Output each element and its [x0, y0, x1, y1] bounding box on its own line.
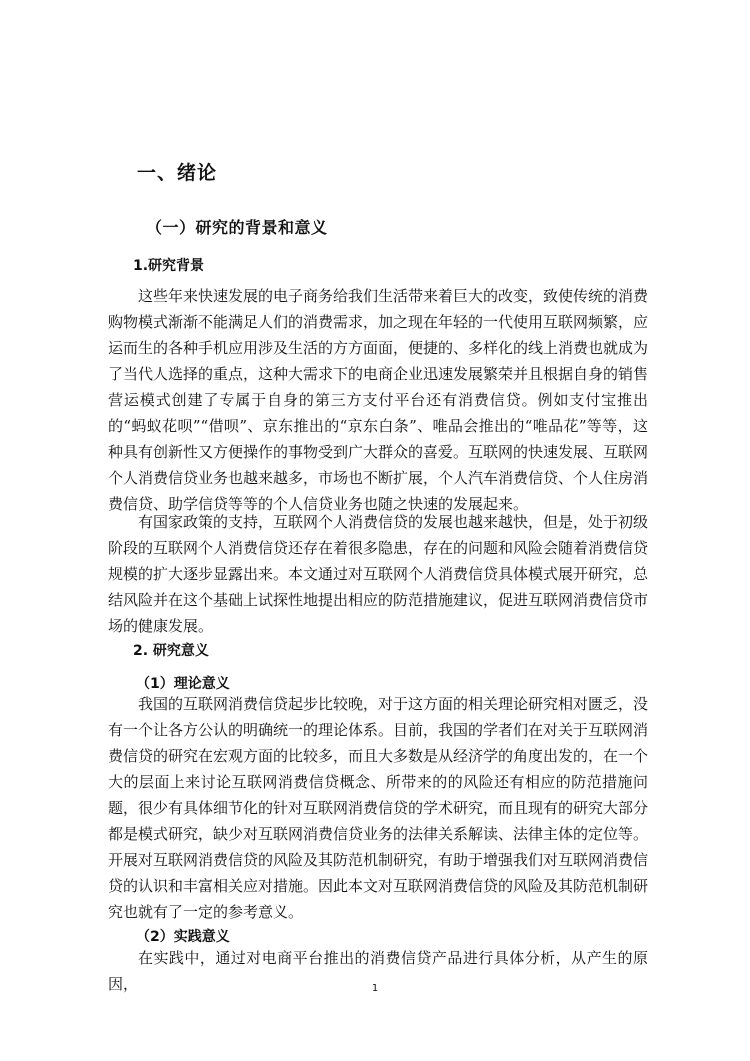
- background-paragraph-1: 这些年来快速发展的电子商务给我们生活带来着巨大的改变，致使传统的消费购物模式渐渐不能满足人们的消费需求，加之现在年轻的一代使用互联网频繁，应运而生的各种手机应用涉及生活的方方面面，便捷的、多样化的线上消费也就成为了当代人选择的重点，这种大需求下的电商企业迅速发展繁荣并且根据自身的销售营运模式创建了专属于自身的第三方支付平台还有消费信贷。例如支付宝推出的“蚂蚁花呗”“借呗”、京东推出的“京东白条”、唯品会推出的“唯品花”等等，这种具有创新性又方便操作的事物受到广大群众的喜爱。互联网的快速发展、互联网个人消费信贷业务也越来越多，市场也不断扩展，个人汽车消费信贷、个人住房消费信贷、助学信贷等等的个人信贷业务也随之快速的发展起来。: [108, 287, 649, 513]
- chapter-heading: 一、绪论: [137, 162, 218, 184]
- practice-significance-paragraph: 在实践中，通过对电商平台推出的消费信贷产品进行具体分析，从产生的原因，: [108, 949, 648, 993]
- page-number: 1: [371, 983, 379, 994]
- theory-significance-heading: （1）理论意义: [136, 676, 230, 692]
- practice-significance-heading: （2）实践意义: [136, 929, 230, 945]
- background-paragraph-2: 有国家政策的支持，互联网个人消费信贷的发展也越来越快，但是，处于初级阶段的互联网个人消费信贷还存在着很多隐患，存在的问题和风险会随着消费信贷规模的扩大逐步显露出来。本文通过对互联网个人消费信贷具体模式展开研究，总结风险并在这个基础上试探性地提出相应的防范措施建议，促进互联网消费信贷市场的健康发展。: [108, 513, 649, 635]
- theory-significance-paragraph: 我国的互联网消费信贷起步比较晚，对于这方面的相关理论研究相对匮乏，没有一个让各方公认的明确统一的理论体系。目前，我国的学者们在对关于互联网消费信贷的研究在宏观方面的比较多，而且大多数是从经济学的角度出发的，在一个大的层面上来讨论互联网消费信贷概念、所带来的的风险还有相应的防范措施问题，很少有具体细节化的针对互联网消费信贷的学术研究，而且现有的研究大部分都是模式研究，缺少对互联网消费信贷业务的法律关系解读、法律主体的定位等。开展对互联网消费信贷的风险及其防范机制研究，有助于增强我们对互联网消费信贷的认识和丰富相关应对措施。因此本文对互联网消费信贷的风险及其防范机制研究也就有了一定的参考意义。: [108, 695, 649, 921]
- subsection-heading-background: 1.研究背景: [133, 258, 205, 274]
- subsection-heading-significance: 2. 研究意义: [133, 643, 209, 659]
- section-heading: （一）研究的背景和意义: [146, 218, 328, 237]
